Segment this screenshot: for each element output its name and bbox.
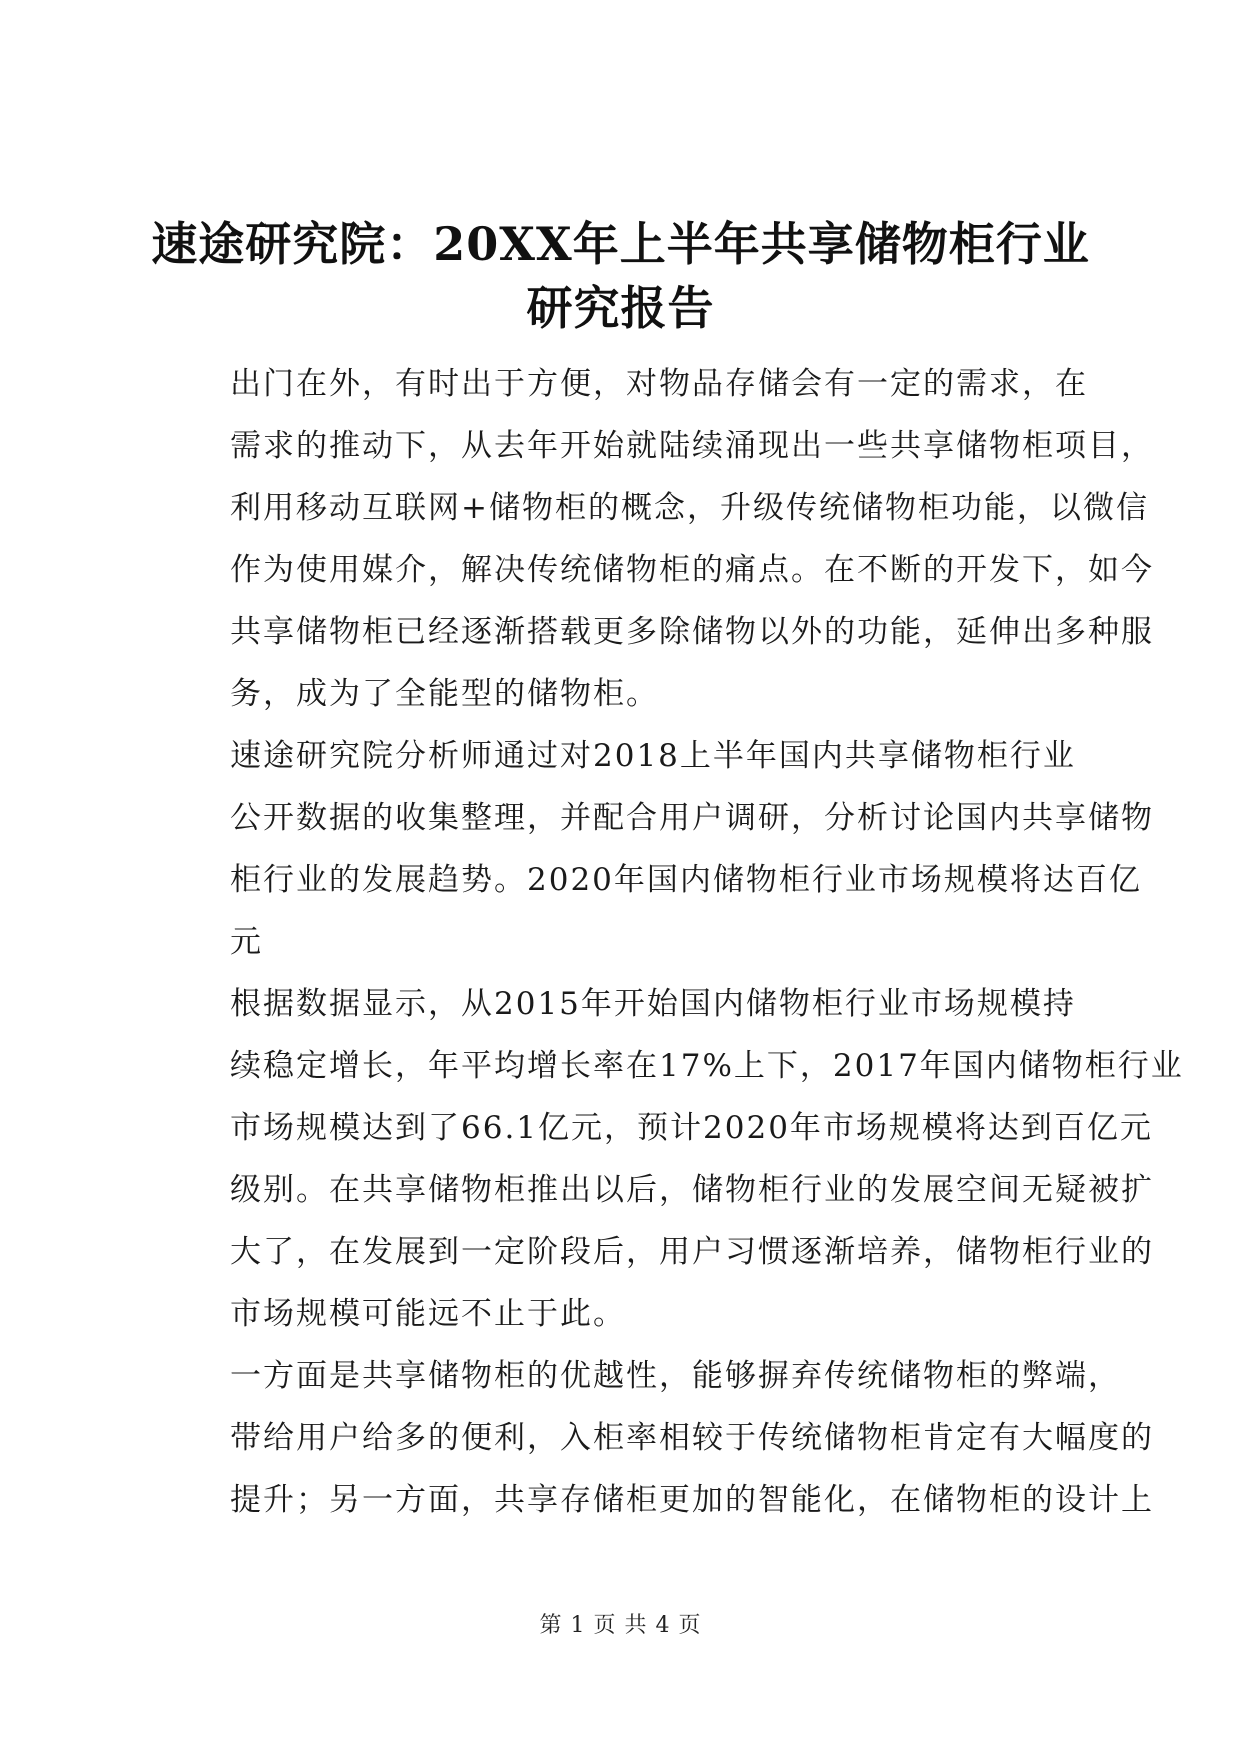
paragraph-line: 柜行业的发展趋势。2020年国内储物柜行业市场规模将达百亿: [230, 862, 1142, 898]
paragraph-line: 根据数据显示，从2015年开始国内储物柜行业市场规模持: [230, 986, 1076, 1022]
paragraph-2: [168, 725, 1154, 973]
paragraph-line: 务，成为了全能型的储物柜。: [230, 676, 659, 712]
title-line-1: 速途研究院：20XX年上半年共享储物柜行业: [151, 217, 1090, 271]
paragraph-line: 需求的推动下，从去年开始就陆续涌现出一些共享储物柜项目，: [230, 428, 1154, 464]
paragraph-line: 级别。在共享储物柜推出以后，储物柜行业的发展空间无疑被扩: [230, 1172, 1154, 1208]
document-body: [168, 353, 1184, 1531]
document-title: [150, 212, 1091, 340]
paragraph-line: 共享储物柜已经逐渐搭载更多除储物以外的功能，延伸出多种服: [230, 614, 1154, 650]
paragraph-line: 续稳定增长，年平均增长率在17%上下，2017年国内储物柜行业: [230, 1048, 1184, 1084]
paragraph-3: [168, 973, 1184, 1345]
page-number: 第 1 页 共 4 页: [539, 1613, 702, 1638]
paragraph-line: 元: [230, 924, 263, 960]
paragraph-line: 一方面是共享储物柜的优越性，能够摒弃传统储物柜的弊端，: [230, 1358, 1121, 1394]
title-line-2: 研究报告: [526, 281, 715, 335]
page-footer: [0, 1611, 1241, 1641]
paragraph-4: [168, 1345, 1154, 1531]
paragraph-line: 带给用户给多的便利，入柜率相较于传统储物柜肯定有大幅度的: [230, 1420, 1154, 1456]
paragraph-line: 作为使用媒介，解决传统储物柜的痛点。在不断的开发下，如今: [230, 552, 1154, 588]
paragraph-line: 速途研究院分析师通过对2018上半年国内共享储物柜行业: [230, 738, 1076, 774]
paragraph-line: 市场规模可能远不止于此。: [230, 1296, 626, 1332]
paragraph-line: 大了，在发展到一定阶段后，用户习惯逐渐培养，储物柜行业的: [230, 1234, 1154, 1270]
paragraph-line: 提升；另一方面，共享存储柜更加的智能化，在储物柜的设计上: [230, 1482, 1154, 1518]
paragraph-1: [168, 353, 1154, 725]
paragraph-line: 公开数据的收集整理，并配合用户调研，分析讨论国内共享储物: [230, 800, 1154, 836]
paragraph-line: 市场规模达到了66.1亿元，预计2020年市场规模将达到百亿元: [230, 1110, 1153, 1146]
paragraph-line: 利用移动互联网+储物柜的概念，升级传统储物柜功能，以微信: [230, 490, 1149, 526]
paragraph-line: 出门在外，有时出于方便，对物品存储会有一定的需求，在: [230, 366, 1088, 402]
